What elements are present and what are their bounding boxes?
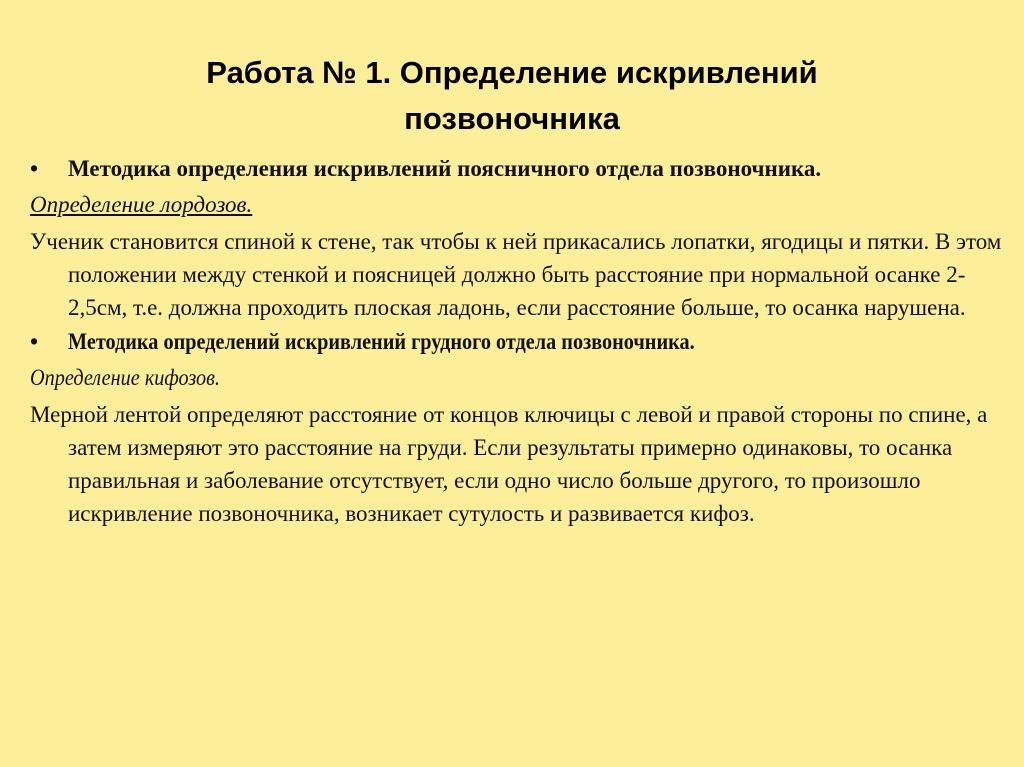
section-heading-thoracic (30, 326, 1005, 358)
subheading-kyphosis (30, 362, 1005, 394)
bullet-icon: • (30, 156, 39, 181)
paragraph-lordosis: Ученик становится спиной к стене, так чтобы к ней прикасались лопатки, ягодицы и пятки. В этом положении между стенкой и поясницей должно быть расстояние при нормальной осанке 2-2,5см, т.е. должна проходить плоская ладонь, если расстояние больше, то осанка нарушена. (30, 229, 1002, 320)
bullet-icon: • (30, 329, 39, 354)
slide-title (0, 50, 1024, 142)
slide-body (30, 153, 1005, 532)
subheading-lordosis: Определение лордозов. (30, 192, 253, 217)
section-heading-text: Методика определения искривлений поясничного отдела позвоночника. (68, 156, 822, 181)
slide-title-line1: Работа № 1. Определение искривлений (206, 55, 818, 90)
slide-title-line2: позвоночника (404, 101, 620, 136)
section-heading-text: Методика определений искривлений грудного отдела позвоночника. (68, 329, 695, 354)
section-heading-lumbar (30, 153, 1005, 185)
paragraph-kyphosis: Мерной лентой определяют расстояние от концов ключицы с левой и правой стороны по спине, а затем измеряют это расстояние на груди. Если результаты примерно одинаковы, то осанка правильная и заболевание отсутствует, если одно число больше другого, то произошло искривление позвоночника, возникает сутулость и развивается кифоз. (30, 402, 988, 526)
subheading-text: Определение кифозов. (30, 365, 220, 390)
